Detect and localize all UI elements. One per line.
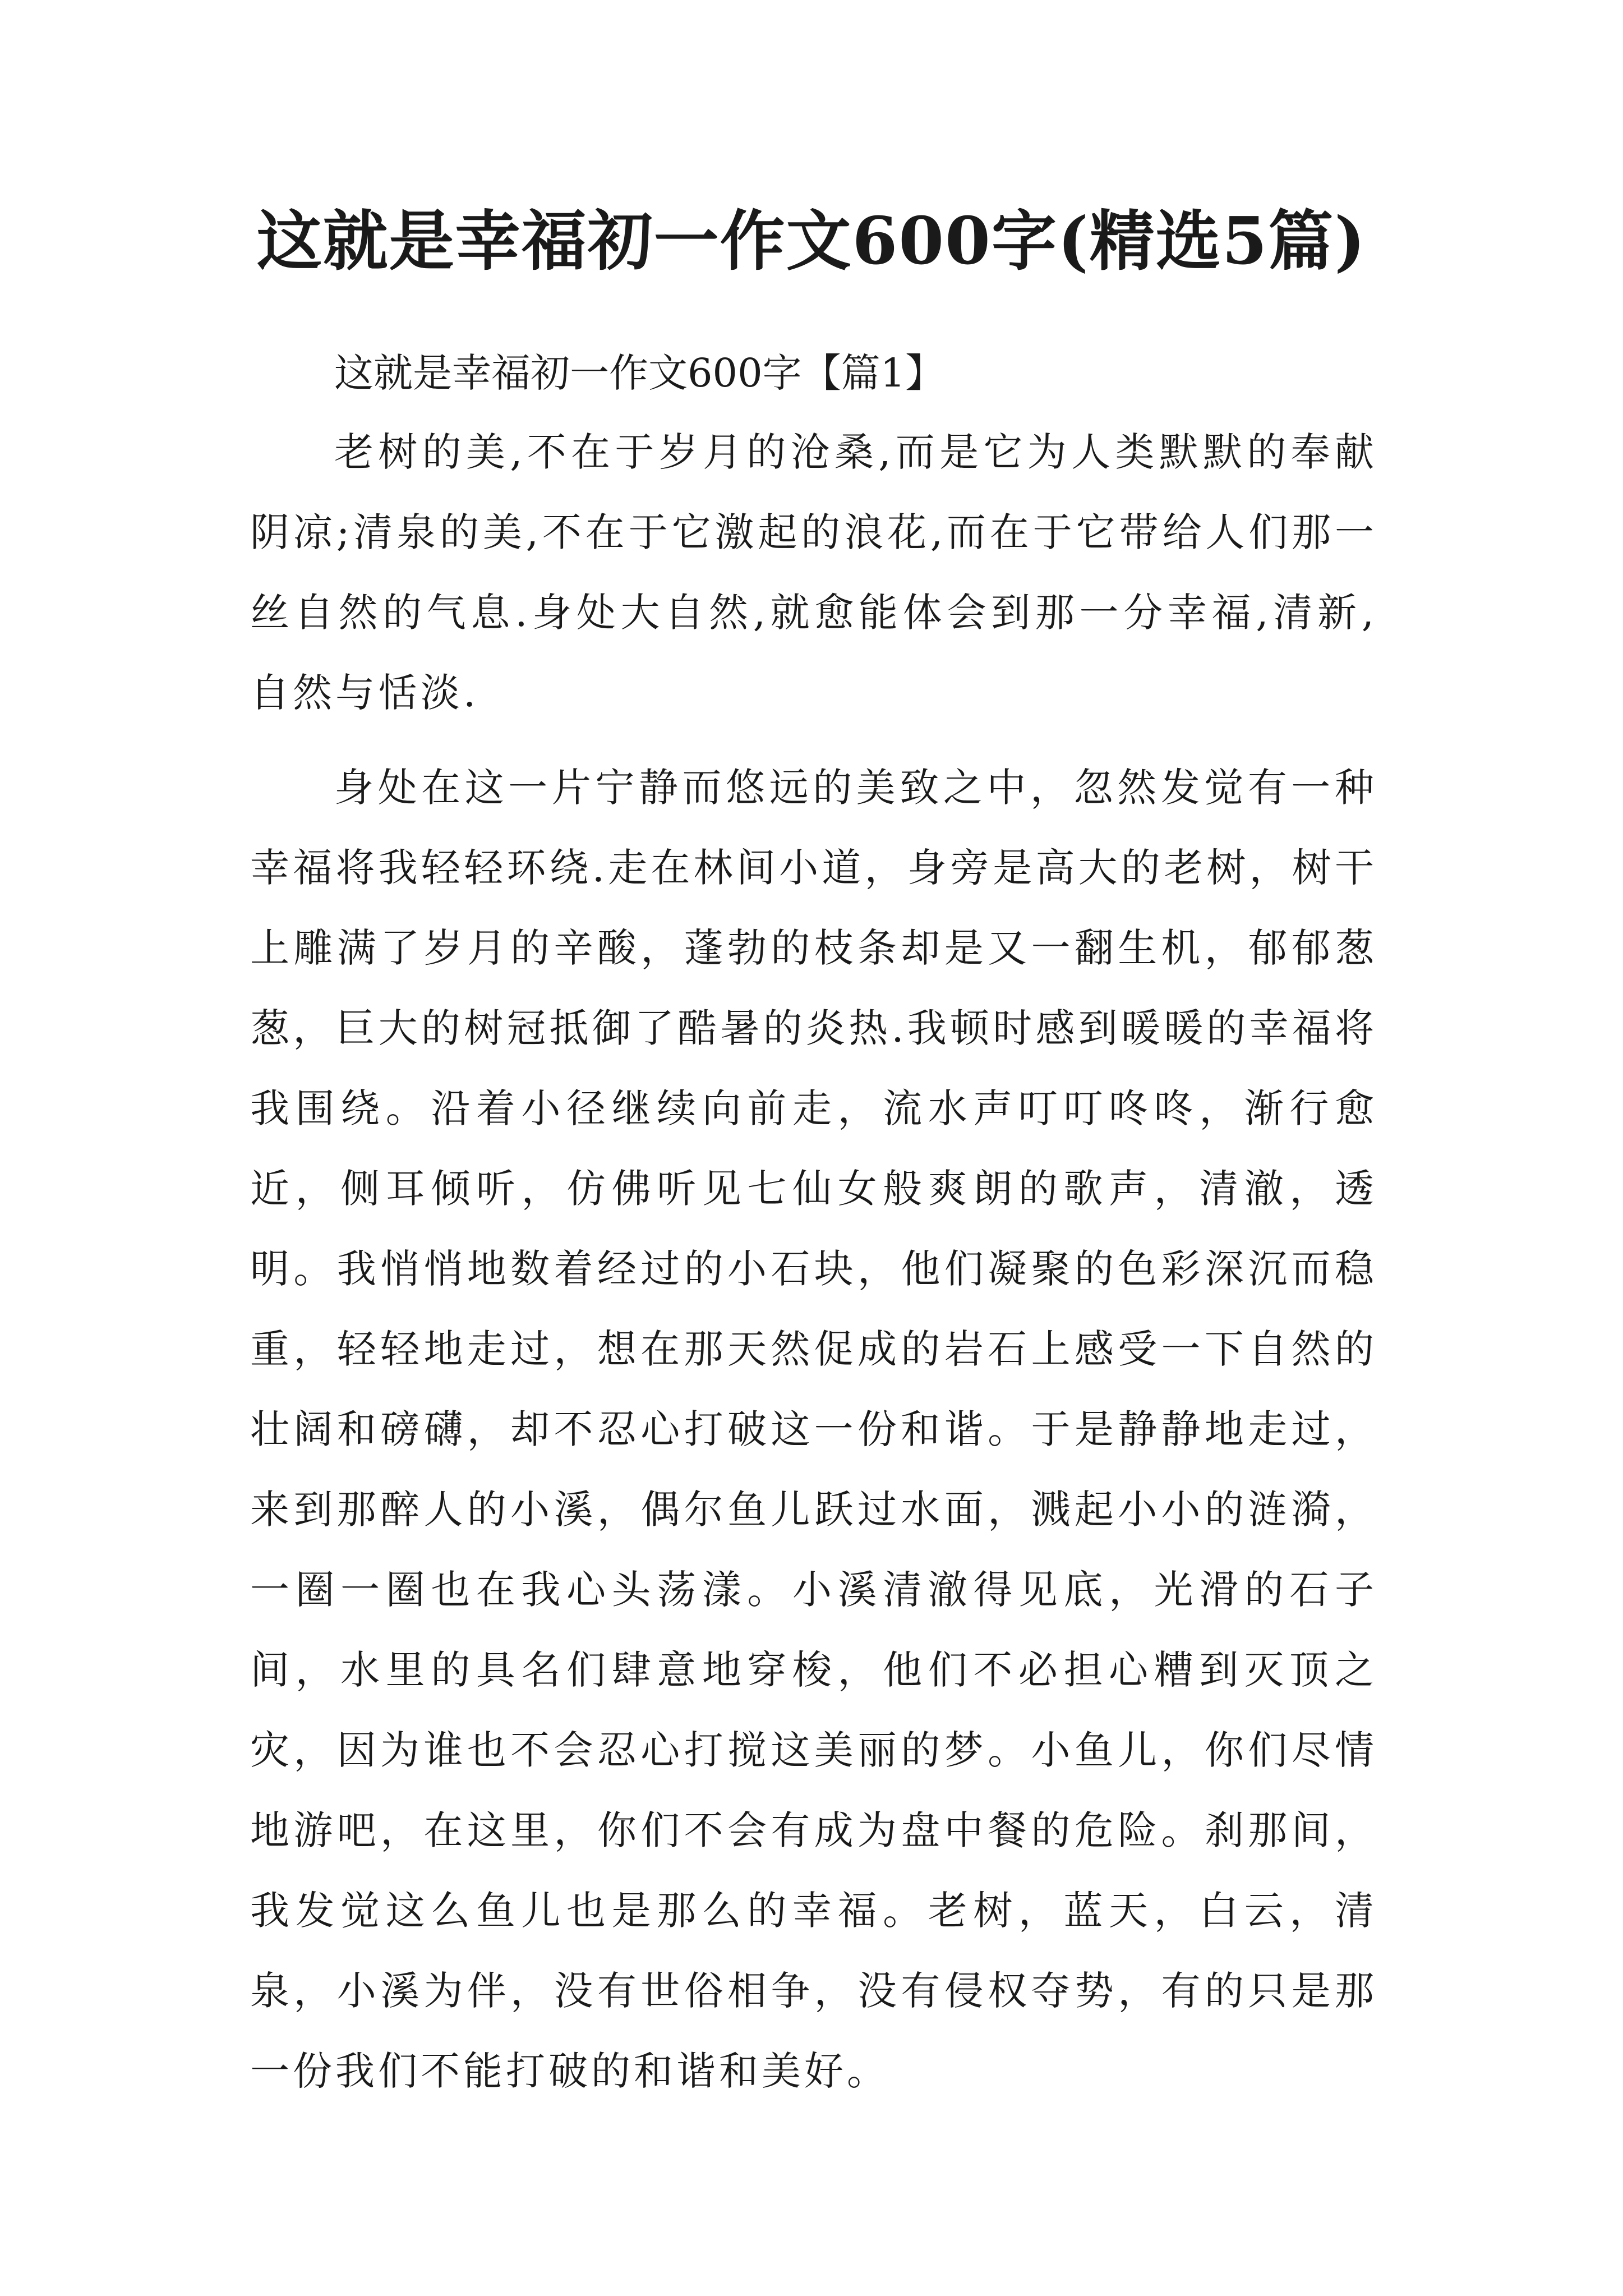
paragraph-1: 老树的美,不在于岁月的沧桑,而是它为人类默默的奉献阴凉;清泉的美,不在于它激起的浪花,而在于它带给人们那一丝自然的气息.身处大自然,就愈能体会到那一分幸福,清新,自然与恬淡. xyxy=(250,429,1377,716)
document-body xyxy=(250,345,1377,2111)
section-heading: 这就是幸福初一作文600字【篇1】 xyxy=(334,350,945,396)
paragraph-2: 身处在这一片宁静而悠远的美致之中，忽然发觉有一种幸福将我轻轻环绕.走在林间小道，身旁是高大的老树，树干上雕满了岁月的辛酸，蓬勃的枝条却是又一翻生机，郁郁葱葱，巨大的树冠抵御了酷暑的炎热.我顿时感到暖暖的幸福将我围绕。沿着小径继续向前走，流水声叮叮咚咚，渐行愈近，侧耳倾听，仿佛听见七仙女般爽朗的歌声，清澈，透明。我悄悄地数着经过的小石块，他们凝聚的色彩深沉而稳重，轻轻地走过，想在那天然促成的岩石上感受一下自然的壮阔和磅礴，却不忍心打破这一份和谐。于是静静地走过，来到那醉人的小溪，偶尔鱼儿跃过水面，溅起小小的涟漪，一圈一圈也在我心头荡漾。小溪清澈得见底，光滑的石子间，水里的具名们肆意地穿梭，他们不必担心糟到灭顶之灾，因为谁也不会忍心打搅这美丽的梦。小鱼儿，你们尽情地游吧，在这里，你们不会有成为盘中餐的危险。刹那间，我发觉这么鱼儿也是那么的幸福。老树，蓝天，白云，清泉，小溪为伴，没有世俗相争，没有侵权夺势，有的只是那一份我们不能打破的和谐和美好。 xyxy=(250,765,1377,2094)
document-title: 这就是幸福初一作文600字(精选5篇) xyxy=(256,203,1367,279)
